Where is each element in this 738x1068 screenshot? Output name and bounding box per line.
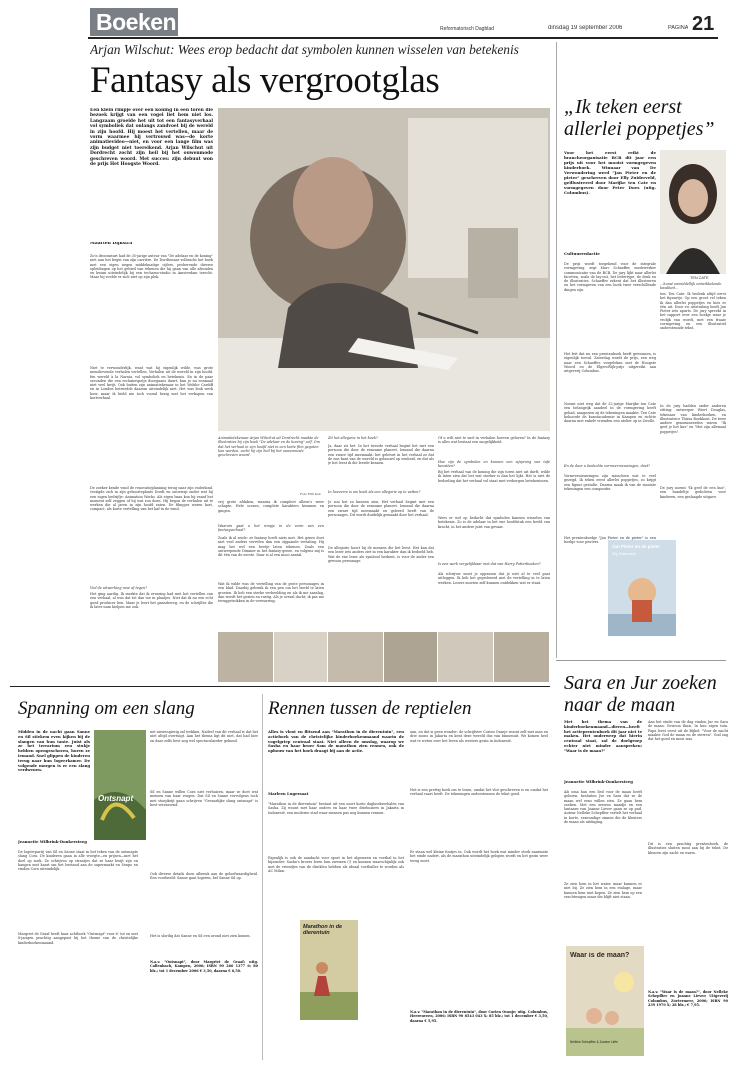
- page-label: PAGINA: [668, 25, 689, 31]
- sidebar-body-2: Het feit dat nu een prentenboek heeft gewonnen, is eigenlijk toeval. Zaterdag wordt de prijs, een weg naar een Schaeffer, vergeleken met de Hoogste Woord en de ElgersWijk-prijs uitgereikt aan uitgeverij Columbus.: [564, 352, 656, 374]
- sidebar-col3c: De jury noemt "Ik geef de een kus", een bundeltje gedichten voor kinderen, een geslaagde uitgave.: [660, 486, 726, 499]
- portrait-icon: [660, 150, 726, 274]
- main-body-13: Wees er wel op bedacht dat symbolen kunnen wisselen van betekenis. Zo is de adelaar in het ene hoofdstuk een beeld van kracht, in het andere juist van gevaar.: [438, 516, 550, 529]
- book-cover-icon: [94, 730, 146, 840]
- spanning-title: Spanning om een slang: [18, 698, 195, 719]
- illustration-panel: [218, 632, 274, 682]
- book-title-marathon: Marathon in de dierentuin: [303, 924, 343, 936]
- spanning-col2d: Het is slordig dat Sanne en Sil een avond niet zien komen.: [150, 934, 251, 938]
- main-subhead-2: Waarom gaat u het rimpje in de vorm van een fantasyverhaal?: [218, 524, 324, 533]
- section-title: Boeken: [96, 9, 177, 35]
- sara-col2: Aan het einde van de dag vinden Jur en Sara de maan. Gewoon thuis. In hun eigen tuin. Papa leest eerst uit de Bijbel: "Voor de nacht maakte God de maan en de sterren". God zag dat het goed en mooi was.: [648, 720, 728, 742]
- main-body-12: Bij het verhaal van de koning die zijn toren niet uit durft, wilde ik laten zien dat het wat sterker is dan het lijkt. Het is niet de bedoeling dat het verhaal vol staat met verborgen betekenissen.: [438, 470, 550, 483]
- rennen-lead: Alles is vloot en flitsend aan "Marathon in de dierentuin", een actieboek van de christelijke kinderboekenmaand waarin de vogelgriep centraal staat. Niet alleen de omslag, waarop we Sasha en haar broer Sam de marathon zien rennen, ook de opbouw van het boek draagt bij aan de actie.: [268, 730, 404, 754]
- rennen-col2: aan, en dat is geen wonder: de schrijfster Corien Oranje woont zelf met man en drie zoons in Jakarta en kent deze wereld dus van binnenuit. We komen heel wat te weten over het leven als westers gezin in Indonesië.: [410, 730, 548, 743]
- main-body-9: Je zou het zo kunnen zien. Het verhaal begint met een persoon die door de eenzame planeet. Iemand die daarna een zware tijd meemaakt en geleerd heeft van de personages. Dit wordt duidelijk gemaakt door het verhaal.: [328, 500, 434, 517]
- main-photo-credit: Foto Erik Kok: [300, 492, 321, 496]
- illustration-panel: [438, 632, 494, 682]
- spanning-author: Jeannette Wilbrink-Donkersteeg: [18, 840, 87, 844]
- sidebar-body-5: Het prentenboekje "Jan Pieter en de pieter" is een boekje voor peuters.: [564, 536, 656, 545]
- main-lead: Een klein rimpje over een koning in een toren die bezoek krijgt van een vogel liet hem niet los. Langzaam groeide het uit tot een fantasyverhaal vol symboliek dat onlangs zandvoet bij de wereld in zijn hoofd. Hij moest het vertellen, maar de vorm waarmee hij vertrouwd was—de korte animatievideo—niet, en voor een lange film was zijn budget niet toereikend. Arjan Wilschut uit Dordrecht zocht zijn heil bij het ouwenmode geschreven woord. Met succes: zijn debuut won de prijs Het Hoogste Woord.: [90, 108, 213, 168]
- book-cover-waar-is-de-maan: [566, 946, 644, 1056]
- sidebar-col3: ten. Ten Cate: Ik bedenk altijd eerst het figuurtje. Op een groot vel teken ik dan allerlei poppetjes en kies er één uit. Door z'n uitstraling heeft Jan Pieter iets aparts. De jury spreekt in het rapport over een boekje waar je vrolijk van wordt, met een fraaie vormgeving en een illustratief ondersteunde tekst.: [660, 292, 726, 331]
- main-body-5: vrij grote afdaken, waarna ik compleet alleen's weer schapte. Hele scenes, complete karakters kwamen en gingen.: [218, 500, 324, 513]
- rennen-bibliography: N.a.v. "Marathon in de dierentuin", door Corien Oranje; uitg. Columbus, Heerenveen, 2006; ISBN 90 8543 043 X; 85 blz.; tot 1 december € 3,50, daarna € 5,95.: [410, 1010, 548, 1023]
- main-body-3: De zoeker kende vond de renovatieplanning terug naar zijn vaderland, vestigde zich in zijn geboorteplaats Dordt en ontwierp onder wat hij een eigen bedrijfje: Animation Works. Als eigen baas kon hij vanaf het moment zelf zeggen of hij wat zou doen. Hij begon de verhalen uit te werken die al jaren in zijn hoofd zaten. De filmpjes waren kort, compact, als korte vertelling van het kaf in de wind.: [90, 486, 213, 512]
- newspaper-name: Reformatorisch Dagblad: [440, 26, 494, 32]
- main-subhead-4: In hoeverre is uw boek als een allegorie op te vatten?: [328, 490, 421, 494]
- sidebar-dept: Cultuurredactie: [564, 252, 600, 256]
- sara-body-2: Ze zien hem in het water, maar kunnen er niet bij. Ze zien hem in een etalage, maar kunnen hem niet kopen. Ze zien hem op een vrachtwagen maar die blijft niet staan.: [564, 882, 642, 899]
- main-subhead-3: Zit het allegorie in het boek?: [328, 436, 378, 440]
- main-body-8: Ja, daar zit het. In het tweede verhaal begint het met een persoon die door de eenzame planeet. Iemand die daarna een zware tijd meemaakt: het gebeurt in het verhaal zo dat de ene kant van de wereld is gebouwd op eenheid, en dat als je het leest ik die leerde kennen.: [328, 444, 434, 466]
- portrait-name: TEN CATE: [690, 276, 709, 280]
- book-authors-waar-is-de-maan: Nelleke Schepflier & Joanne Liefe: [570, 1040, 618, 1044]
- main-subhead-1: Viel de uitwerking rose af tegen?: [90, 586, 148, 590]
- book-title-waar-is-de-maan: Waar is de maan?: [570, 952, 630, 959]
- page-number: 21: [692, 13, 715, 35]
- book-title-jan-pieter: Jan Pieter en de pieter: [612, 544, 661, 549]
- book-cover-jan-pieter: [608, 540, 676, 636]
- sara-author: Jeannette Wilbrink-Donkersteeg: [564, 780, 633, 784]
- main-body-7: Wat ik wilde was de vertelling van de grote personages in een blad. Daarbij gebruik ik een pen om het beeld te laten groeien. Ik heb een sterke verbeelding en als ik me aanslag, dan wordt het gezien en rustig. Als je overal dacht; ik pas me teruggetrokken in de verwarring.: [218, 582, 324, 604]
- header-rule: [88, 37, 718, 39]
- main-photo: [218, 108, 550, 431]
- sara-lead: Met het thema van de kinderboekenmaand—dieren—heeft het actieprentenboek dit jaar niet te maken. Het onderwerp dat hierin centraal staat, zal de doelgroep echter niet minder aanspreken: "Waar is de maan?": [564, 720, 642, 753]
- main-body-10: De allegorie hoort bij de mensen die het leest. Het kan dat een lezer iets anders ziet in een karakter dan ik bedoeld heb. Wat de ene lezer als symbool herkent, is voor de ander een gewoon personage.: [328, 546, 434, 563]
- rennen-body-1: "Marathon in de dierentuin" bestaat uit een soort korte dagboekverhalen van Sasha. Zij woont met haar ouders en haar twee driehuizers in Jakarta in Indonesië, een moderne stad waar mensen pas nog kunnen rennen.: [268, 802, 404, 815]
- rennen-col2c: Er staan wel kleine foutjes in. Ook wordt het boek wat minder sterk naarmate het einde nadert, als de marathon uiteindelijk gelopen wordt en het gezin weer terug moet.: [410, 850, 548, 863]
- illustration-strip: [218, 632, 550, 682]
- main-body-6: Zoals ik al zeide: ze fantasy hoeft niets met. Het genre doet niet veel anders vervelen dan een zijgaande vertaling. Hij mag het wel een beetje laten tekenen. Zoals een ontwerpende Dimmer in het fantasy-genre, en volgens mij is dit één van de eerste. Daar is al een mooi aantal.: [218, 536, 324, 558]
- spanning-col2c: Ook diverse details doen afbreuk aan de geloofwaardigheid. Een voorbeeld: Sanne gaat logeren, bel Sanne Sil op.: [150, 872, 258, 881]
- illustration-panel: [274, 632, 328, 682]
- portrait-caption: …kunst onmiddellijk ontwikkelende kwaliteit…: [660, 282, 722, 291]
- sidebar-body-3: Noemt niet weg dat de 32-jarige Marijke ten Cate een belangrijk aandeel in de vormgeving heeft gehad, aangezien zij de tekeningen maakte. Ten Cate behoorde de kunstacademie in Kampen en richtte daarna met enkele vrienden een atelier op in Zwolle.: [564, 402, 656, 424]
- main-body-11: Of u wilt niet te snel in verhalen hoeven geloven? In de fantasy is alles wat bestaat een mogelijkheid.: [438, 436, 550, 445]
- main-body-2: Niet te verwonderlijk, want wat hij eigenlijk wilde, was grote menslievende verhalen vertellen. Verhalen uit de wereld in zijn hoofd, fen wereld à la Narnia, vol symboliek en betekenis. En in de paar seconden die een reclamespotje doorgaans duurt, kun je nu eenmaal niet veel kwijt. Ook buiten zijn animatiekenaar in het Welshe Cardiff en in Londen betreedde daarom uiteindelijk niet. Het was leuk werk hoor, maar ik hield me toch vooral bezig met het verkopen van kortverhaal.: [90, 366, 213, 401]
- main-photo-caption: Animatietekenaar Arjan Wilschut uit Dordrecht maakte de illustraties bij zijn boek "De adelaar en de koning" zelf. Om dat het verhaal in zijn hoofd niet in een korte film gegoten kon worden, zocht hij zijn heil bij het ouwenmode geschreven woord.: [218, 436, 320, 458]
- sara-title: Sara en Jur zoeken naar de maan: [564, 672, 717, 716]
- spanning-body-2: Margriet de Graaf heeft haar achtboek "Ontsnapt" voor 6- tot en met 8-jarigen prachtig aangepast bij het theme van de christelijke kinderboekenmaand.: [18, 932, 138, 945]
- main-body-1: Zo'n droomstart had de 35-jarige auteur van "De adelaar en de koning" niet aan het begin van zijn carrière. De Dordtenaar volbracht het boek met een eigen negen middelmatige cijfers, proberende diverse opleidingen op het gebied van tekenen die hij gaan van alle afronden en kwam uiteindelijk bij een techamo-studio in Amsterdam terecht. Maar hij voelde er zich niet op zijn plek.: [90, 254, 213, 280]
- main-author: Maarten Dijkstra: [90, 242, 133, 246]
- sidebar-body-4: Vormvernieuwingen zijn misschien wat te veel gezegd. Ik teken eerst allerlei poppetjes, zo krijgt een figuur gestalte. Daarna maak ik van de mooiste tekeningen een compositie.: [564, 474, 656, 491]
- sidebar-rule: [556, 42, 557, 658]
- sidebar-title: „Ik teken eerst allerlei poppetjes”: [564, 96, 715, 140]
- rennen-title: Rennen tussen de reptielen: [268, 698, 472, 719]
- book-cover-marathon: [300, 920, 358, 1020]
- portrait-photo: [660, 150, 726, 274]
- spanning-lead: Midden in de nacht gaan Sanne en Sil stiekem even kijken bij de slangen van hun tante. Juist als ze het terrarium een stukje hebben opengeschoven, horen ze iemand. Snel glippen de kinderen terug naar hun logeerkamer. De volgende morgen is er een slang verdwenen.: [18, 730, 90, 773]
- sara-body-1: Als oma hun een lied voor de maan heeft gelezen, besluiten Jur en Sara dat ze de maan wel eens willen zien. Ze gaan hem zoeken. Met een zeeuws mandje en een lantaarn van Joanne Liever gaan ze op pad. Auteur Nelleke Schepflier vertelt het verhaal in korte, eenvoudige zinnen die de kleuters de maan als uitdaging.: [564, 790, 642, 825]
- book-author-jan-pieter: Elly Zuiderveld: [612, 552, 636, 556]
- book-cover-ontsnapt: [94, 730, 146, 840]
- spanning-col2: net nieuwsgierig zal trekken. Nadeel van dit verhaal is dat het niet altijd overtuigt. Aan het thema ligt dit niet, dat had hier en daar zelfs best nog wel spectaculairder gekund.: [150, 730, 258, 743]
- sidebar-body-1: De prijs wordt toegekend voor de integrale vormgeving, zegt Marc Schaeffer, medewerker communicatie van de BCB. De jury lijkt naar allerlei facetten, zoals de lay-out, het lettertype, de druk en de illustraties. Schaeffer erkent dat het illustreren en het vormgeven van een boek twee verschillende dingen zijn.: [564, 262, 656, 292]
- rennen-body-2: Eigenlijk is ook de aandacht voor sport in het algemeen en voetbal in het bijzonder: Sasha's broers leren hun zwemen (!) en kunnen waarschijnlijk ook met de vriendjes van de driekleu hebben als ideaal voetballer te worden als AC Milan.: [268, 856, 404, 873]
- sidebar-subhead: En de door u bedachte vormvernieuwingen, doet?: [564, 464, 650, 468]
- main-subhead-6: Is een werk vergelijkbaar met dat van Harry Potterboeken?: [438, 562, 541, 566]
- main-body-14: Als schrijver moet je oppassen dat je niet al te veel gaat uitleggen. Ik heb het geprobeerd met de vertelling in te laten werken. Lezers moeten zelf kunnen ontdekken wat er staat.: [438, 572, 550, 585]
- bottom-top-rule: [10, 686, 550, 687]
- spanning-bibliography: N.a.v. "Ontsnapt", door Margriet de Graaf; uitg. Callenbach, Kampen, 2006; ISBN 90 266 1377 6; 80 blz.; tot 1 december 2006 € 3,50, daarna € 6,50.: [150, 960, 258, 973]
- sara-top-rule: [556, 660, 726, 661]
- sidebar-lead: Voor het eerst reikt de brancheorganisatie BCB dit jaar een prijs uit voor het mooist vormgegeven kinderboek. Winnaar van De Verwondering werd "Jan Pieter en de pieter" geschreven door Elly Zuiderveld, geïllustreerd door Marijke ten Cate en vormgegeven door Peter Does (uitg. Columbus).: [564, 150, 656, 195]
- sara-col2b: Dit is een prachtig prentenboek, de illustraties sluiten mooi aan bij de tekst. De kleuren zijn zacht en warm.: [648, 842, 728, 855]
- issue-date: dinsdag 19 september 2006: [548, 25, 623, 31]
- main-title: Fantasy als vergrootglas: [90, 60, 440, 101]
- illustration-panel: [328, 632, 384, 682]
- spanning-body-1: De logeerpartij van Sil en Sanne staat in het teken van de ontsnapte slang Cora. De kinderen gaan in alle vroegte—en prijsen—met het doel op zoek. Ze schrijven op straatjes dat ze haar kwijt zijn en hangen met kaart om het bestand aan de supermarkt en Senpo en vinden Cora uiteindelijk.: [18, 850, 138, 872]
- rennen-divider: [262, 694, 263, 1060]
- book-title-ontsnapt: Ontsnapt: [98, 794, 134, 803]
- main-body-4: Het ging aardig. Ik merkte dat ik ervaring had met het vertellen van een verhaal, al was dat tot dan toe in plaatjes. Niet dat ik nu een echt goed producer ben. Maar je leert het gaandeweg, en de schrijfles die ik later nam hielpen me ook.: [90, 592, 213, 609]
- sara-bibliography: N.a.v. "Waar is de maan?", door Nelleke Schepflier en Joanne Liever; Uitgeverij Columbus, Zoetermeer, 2006; ISBN 90 239 1970 X; 28 blz.; € 7,95.: [648, 990, 728, 1007]
- illustrator-photo-icon: [218, 108, 550, 431]
- illustration-panel: [384, 632, 438, 682]
- main-subhead-5: Hoe zijn de symbolen en kunnen een zijsprong van tafe bevatten?: [438, 460, 550, 469]
- main-kicker: Arjan Wilschut: Wees erop bedacht dat symbolen kunnen wisselen van betekenis: [90, 42, 519, 57]
- rennen-col2b: Het is een prettig boek om te lezen, omdat het vlot geschreven is en omdat het verhaal vaart heeft. De tekeningen ondersteunen de tekst goed.: [410, 788, 548, 797]
- rennen-author: Marleen Lugersaat: [268, 792, 309, 796]
- spanning-col2b: Sil en Sanne willen Cora niet verhuizen, maar ze doet wat mensen van haar vragen. Dat Sil en Sanne vervolgens toch met stoepkrijt gaan schrijven "Gevaarlijke slang ontsnapt" is best verrassend.: [150, 790, 258, 807]
- sidebar-col3b: In de jury hadden onder anderen zitting: ontwerper Wiert Douglas, tekenaar van kinderboeken, en illustratrice Thirza Boekhout. De twee andere genomineerden waren "Ik geef je het kus" en "Het zijn allemaal poppetjes".: [660, 404, 726, 434]
- illustration-panel: [494, 632, 550, 682]
